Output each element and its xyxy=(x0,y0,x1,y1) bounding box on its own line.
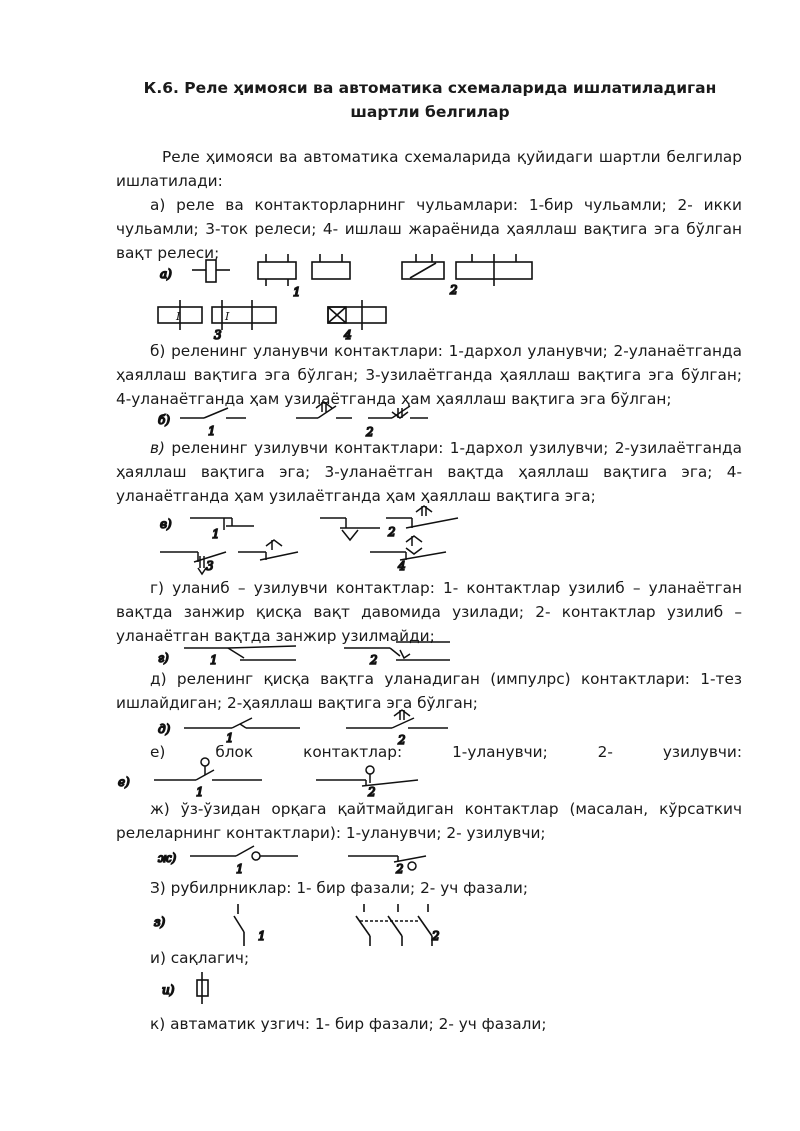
fig-b-letter: б) xyxy=(158,413,171,427)
fig-v-label-1: 1 xyxy=(212,527,220,541)
section-z-text: З) рубилрниклар: 1- бир фазали; 2- уч фазали; xyxy=(150,879,528,897)
fig-v-label-3: 3 xyxy=(206,559,214,573)
fig-e-label-1: 1 xyxy=(196,785,204,799)
fig-z-label-1: 1 xyxy=(258,929,266,943)
fig-d-letter: д) xyxy=(158,722,171,736)
fig-a-coil-mark-2: I xyxy=(225,310,230,323)
fig-a-label-2: 2 xyxy=(450,283,458,297)
fig-b-label-2: 2 xyxy=(366,425,374,439)
intro-paragraph: Реле ҳимояси ва автоматика схемаларида қуйидаги шартли белгилар ишлатилади: xyxy=(116,148,742,190)
fig-a-label-4: 4 xyxy=(344,328,352,342)
fig-v-label-2: 2 xyxy=(388,525,396,539)
fig-z-letter: з) xyxy=(154,915,166,929)
fig-i-letter: и) xyxy=(162,983,175,997)
fig-v-letter: в) xyxy=(160,517,172,531)
fig-a-label-1: 1 xyxy=(293,285,301,299)
fig-zh-label-1: 1 xyxy=(236,862,244,876)
section-e-text: е) блок контактлар: 1-уланувчи; 2- узилувчи: xyxy=(150,743,742,761)
fig-zh-letter: ж) xyxy=(158,851,177,865)
fig-a-label-3: 3 xyxy=(214,328,222,342)
fig-e-label-2: 2 xyxy=(368,785,376,799)
fig-a-letter: а) xyxy=(160,267,172,281)
fig-d-label-1: 1 xyxy=(226,731,234,745)
fig-g-label-1: 1 xyxy=(210,653,218,667)
section-v-body: реленинг узилувчи контактлари: 1-дархол узилувчи; 2-узилаётганда ҳаяллаш вақтига эга; 3-уланаётган вақтда ҳаяллаш вақтига эга; 4-уланаётганда ҳам узилаётганда ҳам ҳаяллаш вақтига эга; xyxy=(116,439,742,505)
fig-zh-label-2: 2 xyxy=(396,862,404,876)
fig-b-label-1: 1 xyxy=(208,424,216,438)
fig-a-coil-mark-1: I xyxy=(176,310,181,323)
fig-z-label-2: 2 xyxy=(432,929,440,943)
page-title: К.6. Реле ҳимояси ва автоматика схемаларида ишлатиладиган шартли белгилар xyxy=(143,79,717,121)
fig-v-label-4: 4 xyxy=(398,559,406,573)
section-g-text: г) уланиб – узилувчи контактлар: 1- контактлар узилиб – уланаётган вақтда занжир қисқа вақт давомида узилади; 2- контактлар узилиб – уланаётган вақтда занжир узилмайди; xyxy=(116,579,742,645)
fig-g-label-2: 2 xyxy=(370,653,378,667)
section-v-prefix: в) xyxy=(150,439,165,457)
section-zh-text: ж) ўз-ўзидан орқага қайтмайдиган контактлар (масалан, кўрсаткич релеларнинг контактлари): 1-уланувчи; 2- узилувчи; xyxy=(116,800,742,842)
section-k-text: к) автаматик узгич: 1- бир фазали; 2- уч фазали; xyxy=(150,1015,547,1033)
section-a-text: а) реле ва контакторларнинг чульамлари: 1-бир чульамли; 2- икки чульамли; 3-ток релеси; 4- ишлаш жараёнида ҳаяллаш вақтига эга бўлган вақт релеси; xyxy=(116,196,742,262)
fig-g-letter: г) xyxy=(158,651,169,665)
section-i-text: и) сақлагич; xyxy=(150,949,250,967)
section-d-text: д) реленинг қисқа вақтга уланадиган (импулрс) контактлари: 1-тез ишлайдиган; 2-ҳаяллаш вақтига эга бўлган; xyxy=(116,670,742,712)
fig-e-letter: е) xyxy=(118,775,130,789)
fig-d-label-2: 2 xyxy=(398,733,406,747)
section-b-text: б) реленинг уланувчи контактлари: 1-дархол уланувчи; 2-уланаётганда ҳаяллаш вақтига эга бўлган; 3-узилаётганда ҳаяллаш вақтига эга бўлган; 4-уланаётганда ҳам узилаётганда ҳам ҳаяллаш вақтига эга бўлган; xyxy=(116,342,742,408)
